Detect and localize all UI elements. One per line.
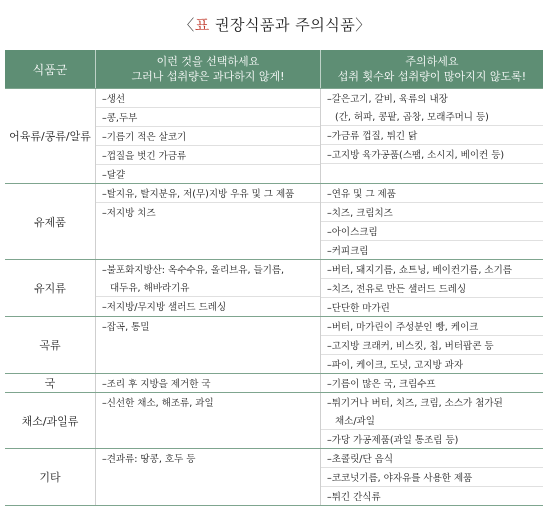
food-group-name: 국: [5, 374, 96, 392]
caution-item: –단단한 마가린: [327, 303, 390, 314]
recommended-item: –생선: [96, 89, 320, 108]
caution-item: –튀기거나 버터, 치즈, 크림, 소스가 첨가된: [327, 398, 503, 409]
header-group: 식품군: [5, 50, 96, 88]
food-group-name: 어육류/콩류/알류: [5, 89, 96, 183]
caution-column: [321, 449, 543, 505]
recommended-column: [96, 184, 321, 259]
header-caution-line1: 주의하세요: [405, 55, 459, 68]
recommended-item: –불포화지방산: 옥수수유, 올리브유, 들기름,: [102, 265, 285, 276]
recommended-item: [96, 335, 320, 353]
food-group-row: [5, 259, 543, 316]
recommended-item: [96, 353, 320, 371]
caution-item: –버터, 돼지기름, 쇼트닝, 베이컨기름, 소기름: [321, 260, 543, 279]
caution-item: –치즈, 전유로 만든 샐러드 드레싱: [321, 279, 543, 298]
food-group-name: 유지류: [5, 260, 96, 316]
recommended-item: –기름기 적은 살코기: [96, 127, 320, 146]
caution-item: –치즈, 크림치즈: [321, 203, 543, 222]
recommended-column: [96, 374, 321, 392]
recommended-item: [96, 239, 320, 257]
food-group-row: [5, 316, 543, 373]
caution-item: –가당 가공제품(과일 통조림 등): [327, 435, 459, 446]
caution-column: [321, 184, 543, 259]
caution-item: –버터, 마가린이 주성분인 빵, 케이크: [321, 317, 543, 336]
title-text: 권장식품과 주의식품: [209, 16, 356, 34]
caution-item: –코코넛기름, 야자유를 사용한 제품: [321, 468, 543, 487]
header-caution: [321, 50, 543, 88]
caution-item: –파이, 케이크, 도넛, 고지방 과자: [327, 360, 464, 371]
title-open-bracket: 〈: [179, 16, 195, 34]
recommended-column: [96, 260, 321, 316]
recommended-column: [96, 449, 321, 505]
header-recommended-line1: 이런 것을 선택하세요: [156, 55, 260, 68]
caution-column: [321, 317, 543, 373]
recommended-item: [96, 467, 320, 485]
caution-item: –초콜릿/단 음식: [321, 449, 543, 468]
caution-column: [321, 393, 543, 448]
caution-column: [321, 89, 543, 183]
recommended-item: –저지방/무지방 샐러드 드레싱: [102, 302, 227, 313]
caution-item: –연유 및 그 제품: [321, 184, 543, 203]
caution-item: –커피크림: [327, 246, 369, 257]
recommended-item: 대두유, 해바라기유: [96, 278, 320, 297]
recommended-item: –탈지유, 탈지분유, 저(무)지방 우유 및 그 제품: [96, 184, 320, 203]
food-group-row: [5, 392, 543, 448]
caution-item: –튀긴 간식류: [327, 492, 381, 503]
caution-item: 채소/과일: [321, 411, 543, 430]
recommended-item: –신선한 채소, 해조류, 과일: [102, 398, 214, 409]
food-group-name: 곡류: [5, 317, 96, 373]
food-table: [5, 50, 543, 506]
recommended-item: –견과류: 땅콩, 호두 등: [102, 454, 196, 465]
header-caution-line2: 섭취 횟수와 섭취량이 많아지지 않도록!: [337, 70, 527, 83]
recommended-column: [96, 393, 321, 448]
recommended-item: –조리 후 지방을 제거한 국: [102, 379, 211, 390]
caution-column: [321, 260, 543, 316]
recommended-column: [96, 89, 321, 183]
food-group-row: [5, 373, 543, 392]
recommended-item: –껍질을 벗긴 가금류: [96, 146, 320, 165]
caution-item: –아이스크림: [321, 222, 543, 241]
caution-item: [321, 164, 543, 182]
caution-item: –기름이 많은 국, 크림수프: [327, 379, 436, 390]
recommended-item: –콩,두부: [96, 108, 320, 127]
caution-item: –가금류 껍질, 튀긴 닭: [321, 126, 543, 145]
recommended-item: –잡곡, 통밀: [102, 322, 150, 333]
title-close-bracket: 〉: [355, 16, 371, 34]
food-group-name: 유제품: [5, 184, 96, 259]
food-group-row: [5, 448, 543, 506]
table-title: [0, 14, 550, 35]
recommended-item: [96, 411, 320, 429]
table-header: [5, 50, 543, 88]
recommended-item: [96, 221, 320, 239]
recommended-column: [96, 317, 321, 373]
table-body: [5, 88, 543, 506]
caution-item: –갈은고기, 갈비, 육류의 내장: [327, 94, 448, 105]
header-recommended-line2: 그러나 섭취량은 과다하지 않게!: [131, 70, 285, 83]
recommended-item: –달걀: [102, 170, 126, 181]
food-group-name: 채소/과일류: [5, 393, 96, 448]
recommended-item: [96, 429, 320, 447]
food-group-row: [5, 183, 543, 259]
header-recommended: [96, 50, 321, 88]
food-group-row: [5, 88, 543, 183]
food-group-name: 기타: [5, 449, 96, 505]
caution-column: [321, 374, 543, 392]
title-marker: 표: [194, 16, 210, 34]
caution-item: –고지방 육가공품(스팸, 소시지, 베이컨 등): [321, 145, 543, 164]
caution-item: (간, 허파, 콩팥, 곱창, 모래주머니 등): [321, 107, 543, 126]
recommended-item: [96, 485, 320, 503]
recommended-item: –저지방 치즈: [102, 208, 156, 219]
caution-item: –고지방 크래커, 비스킷, 칩, 버터팝콘 등: [321, 336, 543, 355]
